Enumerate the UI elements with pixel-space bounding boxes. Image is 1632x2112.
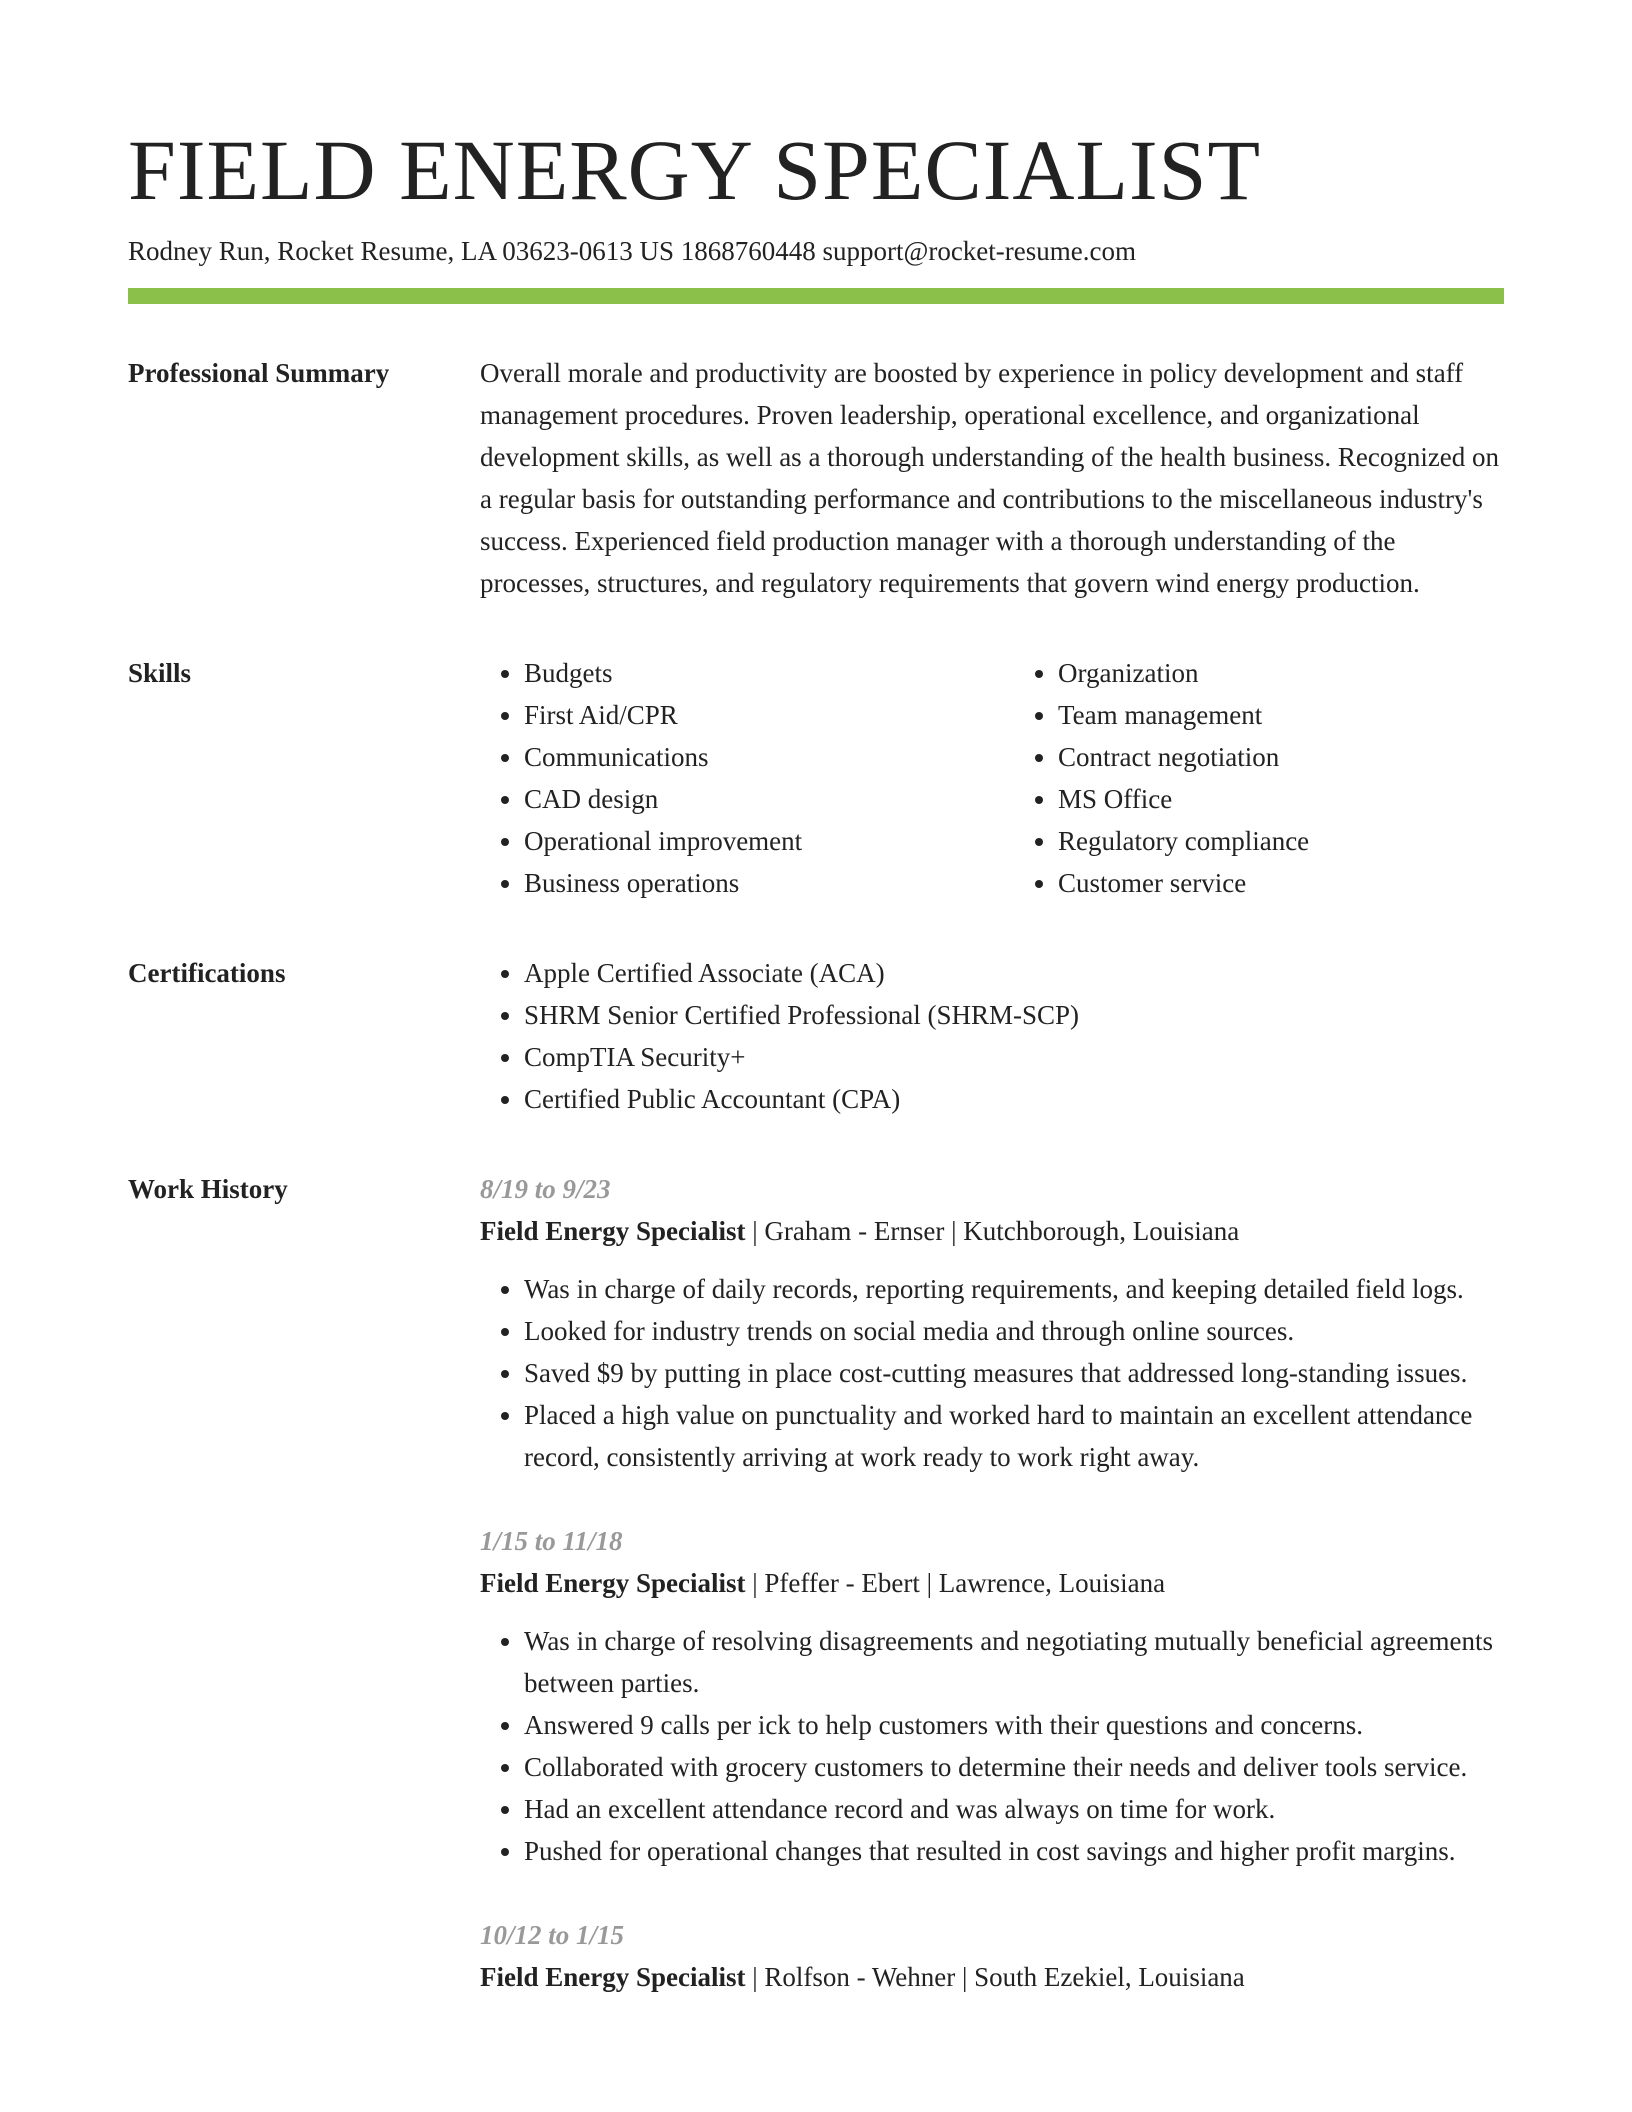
skill-item: • Budgets xyxy=(524,652,970,694)
skill-item: • Operational improvement xyxy=(524,820,970,862)
certifications-section xyxy=(128,952,1504,1120)
certification-item: • SHRM Senior Certified Professional (SHRM-SCP) xyxy=(524,994,1504,1036)
job-details: | Pfeffer - Ebert | Lawrence, Louisiana xyxy=(745,1568,1166,1598)
summary-text: Overall morale and productivity are boosted by experience in policy development and staff management procedures. Proven leadership, operational excellence, and organizational development skills, as well as a thorough understanding of the health business. Recognized on a regular basis for outstanding performance and contributions to the miscellaneous industry's success. Experienced field production manager with a thorough understanding of the processes, structures, and regulatory requirements that govern wind energy production. xyxy=(480,358,1500,598)
section-label-work-history: Work History xyxy=(128,1174,288,1204)
summary-content xyxy=(480,352,1504,604)
job-heading xyxy=(480,1210,1504,1252)
skills-list-left xyxy=(480,652,970,904)
skill-item: • Communications xyxy=(524,736,970,778)
certifications-list xyxy=(480,952,1504,1120)
job-bullet: • Looked for industry trends on social media and through online sources. xyxy=(524,1310,1504,1352)
skill-item: • Contract negotiation xyxy=(1058,736,1504,778)
job-bullet: • Had an excellent attendance record and was always on time for work. xyxy=(524,1788,1504,1830)
job-bullet: • Answered 9 calls per ick to help customers with their questions and concerns. xyxy=(524,1704,1504,1746)
job-bullet: • Was in charge of resolving disagreements and negotiating mutually beneficial agreements between parties. xyxy=(524,1620,1504,1704)
job-title: Field Energy Specialist xyxy=(480,1216,746,1246)
skill-item: • Regulatory compliance xyxy=(1058,820,1504,862)
job-details: | Graham - Ernser | Kutchborough, Louisiana xyxy=(745,1216,1240,1246)
job-dates: 10/12 to 1/15 xyxy=(480,1920,625,1950)
job-bullet: • Was in charge of daily records, reporting requirements, and keeping detailed field logs. xyxy=(524,1268,1504,1310)
work-history-section xyxy=(128,1168,1504,1998)
certifications-content xyxy=(480,952,1504,1120)
accent-divider xyxy=(128,288,1504,304)
section-label-skills: Skills xyxy=(128,658,192,688)
skill-item: • Organization xyxy=(1058,652,1504,694)
job-entry xyxy=(480,1520,1504,1872)
skills-content xyxy=(480,652,1504,904)
skills-section xyxy=(128,652,1504,904)
work-history-content xyxy=(480,1168,1504,1998)
section-label-summary: Professional Summary xyxy=(128,358,390,388)
job-dates: 8/19 to 9/23 xyxy=(480,1174,611,1204)
job-dates: 1/15 to 11/18 xyxy=(480,1526,623,1556)
certification-item: • Apple Certified Associate (ACA) xyxy=(524,952,1504,994)
resume-page xyxy=(128,120,1504,1998)
skill-item: • First Aid/CPR xyxy=(524,694,970,736)
skill-item: • CAD design xyxy=(524,778,970,820)
certification-item: • CompTIA Security+ xyxy=(524,1036,1504,1078)
job-bullet: • Placed a high value on punctuality and worked hard to maintain an excellent attendance record, consistently arriving at work ready to work right away. xyxy=(524,1394,1504,1478)
resume-title: FIELD ENERGY SPECIALIST xyxy=(128,122,1262,218)
certification-item: • Certified Public Accountant (CPA) xyxy=(524,1078,1504,1120)
job-entry xyxy=(480,1914,1504,1998)
skill-item: • Customer service xyxy=(1058,862,1504,904)
job-title: Field Energy Specialist xyxy=(480,1568,746,1598)
job-heading xyxy=(480,1956,1504,1998)
job-title: Field Energy Specialist xyxy=(480,1962,746,1992)
job-details: | Rolfson - Wehner | South Ezekiel, Louisiana xyxy=(745,1962,1245,1992)
job-bullet: • Collaborated with grocery customers to determine their needs and deliver tools service. xyxy=(524,1746,1504,1788)
job-entry xyxy=(480,1168,1504,1478)
job-bullet: • Pushed for operational changes that resulted in cost savings and higher profit margins. xyxy=(524,1830,1504,1872)
job-bullets xyxy=(480,1268,1504,1478)
skill-item: • Business operations xyxy=(524,862,970,904)
job-heading xyxy=(480,1562,1504,1604)
job-bullet: • Saved $9 by putting in place cost-cutting measures that addressed long-standing issues. xyxy=(524,1352,1504,1394)
job-bullets xyxy=(480,1620,1504,1872)
summary-section xyxy=(128,352,1504,604)
section-label-certifications: Certifications xyxy=(128,958,286,988)
skill-item: • Team management xyxy=(1058,694,1504,736)
contact-line: Rodney Run, Rocket Resume, LA 03623-0613 US 1868760448 support@rocket-resume.com xyxy=(128,236,1136,266)
skill-item: • MS Office xyxy=(1058,778,1504,820)
skills-list-right xyxy=(1014,652,1504,904)
